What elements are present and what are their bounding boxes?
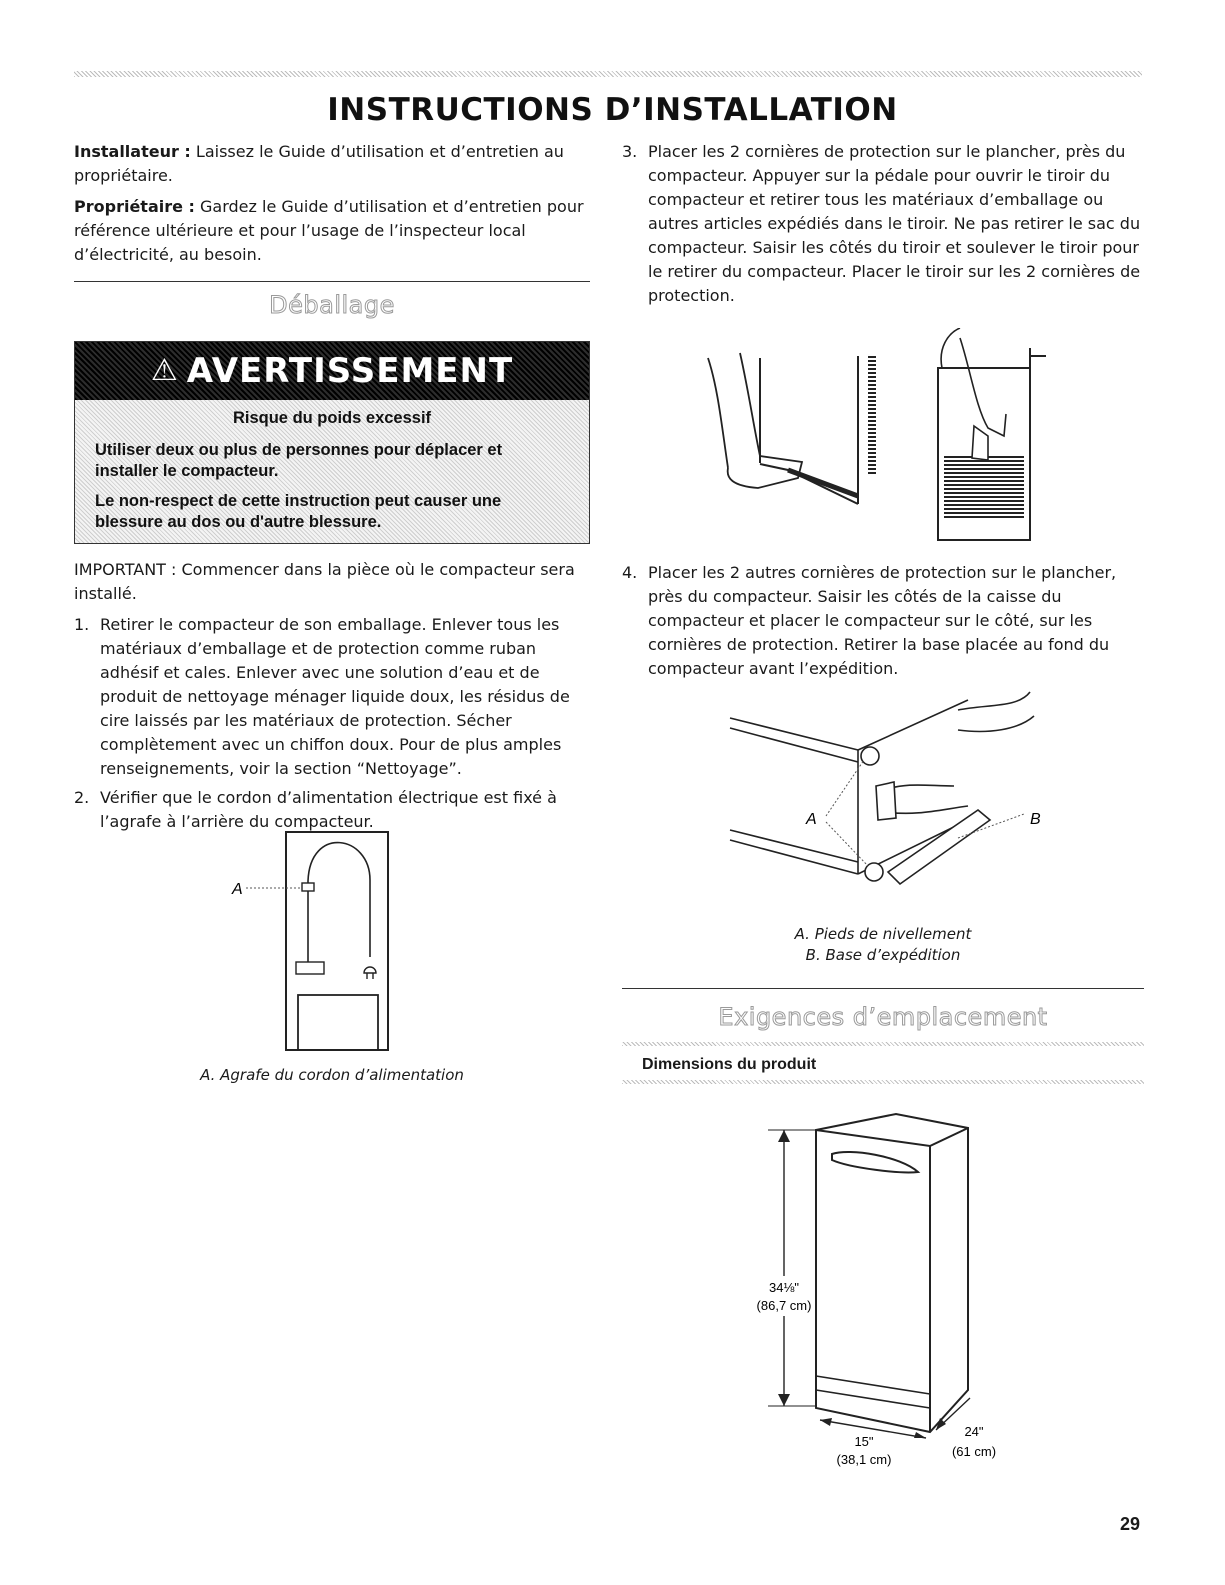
shipping-base xyxy=(888,810,990,884)
section-heading-location: Exigences d’emplacement xyxy=(718,1003,1048,1031)
hand-icon xyxy=(972,426,988,460)
compactor-drawer-outline xyxy=(298,995,378,1050)
right-column-step4 xyxy=(622,561,1144,686)
label-a: A xyxy=(232,881,243,898)
warning-banner xyxy=(75,342,589,400)
steps-list-right xyxy=(622,140,1144,308)
installer-text: Laissez le Guide d’utilisation et d’entretien au propriétaire. xyxy=(74,142,564,185)
warning-heading: Risque du poids excessif xyxy=(232,409,432,427)
warning-body xyxy=(75,400,589,543)
right-column xyxy=(622,140,1144,313)
warning-banner-text: AVERTISSEMENT xyxy=(186,351,514,391)
owner-note xyxy=(74,195,590,267)
warning-box xyxy=(74,341,590,544)
arm-outline xyxy=(884,785,968,813)
step-item xyxy=(622,140,1144,308)
step-text: Placer les 2 autres cornières de protection sur le plancher, près du compacteur. Saisir les côtés de la caisse du compacteur et placer le compacteur sur le côté, sur les cornières de protection. Retirer la base placée au fond du compacteur avant l’expédition. xyxy=(648,563,1117,678)
important-note: IMPORTANT : Commencer dans la pièce où le compacteur sera installé. xyxy=(74,560,575,603)
steps-list-right-2 xyxy=(622,561,1144,681)
width-cm-label: (38,1 cm) xyxy=(836,1452,892,1467)
page-title: INSTRUCTIONS D’INSTALLATION xyxy=(327,92,898,128)
plug-icon xyxy=(364,967,376,979)
width-in-label: 15" xyxy=(854,1434,874,1449)
height-cm-label: (86,7 cm) xyxy=(756,1298,812,1313)
door-edge xyxy=(868,356,876,476)
step-number: 4. xyxy=(622,563,638,582)
drawer-removal-figure xyxy=(698,328,1050,546)
depth-in-label: 24" xyxy=(964,1424,984,1439)
caption-b: B. Base d’expédition xyxy=(805,946,961,964)
height-in-label: 34⅛" xyxy=(769,1280,799,1295)
leveling-foot-icon xyxy=(861,747,879,765)
compactor-back-outline xyxy=(286,832,388,1050)
compactor-bottom-edge xyxy=(730,830,858,874)
leveling-legs-figure xyxy=(728,690,1058,915)
owner-lead: Propriétaire : xyxy=(74,197,195,216)
section-rule xyxy=(622,1080,1144,1084)
depth-cm-label: (61 cm) xyxy=(951,1444,997,1459)
foot-pedal xyxy=(788,470,858,496)
label-b: B xyxy=(1030,811,1041,828)
step-text: Placer les 2 cornières de protection sur le plancher, près du compacteur. Appuyer sur la pédale pour ouvrir le tiroir du compacteur et retirer tous les matériaux d’emballage ou autres articles expédiés dans le tiroir. Ne pas retirer le sac du compacteur. Saisir les côtés du tiroir et soulever le tiroir pour le retirer du compacteur. Placer le tiroir sur les 2 cornières de protection. xyxy=(648,142,1141,305)
step-item xyxy=(622,561,1144,681)
cord-figure-caption: A. Agrafe du cordon d’alimentation xyxy=(200,1066,464,1084)
step-item xyxy=(74,613,590,781)
power-cord xyxy=(308,843,370,957)
step-number: 2. xyxy=(74,788,90,807)
leg-outline xyxy=(708,358,738,478)
step-number: 1. xyxy=(74,615,90,634)
cord-clip-icon xyxy=(302,883,314,891)
warning-instruction: Utiliser deux ou plus de personnes pour déplacer et installer le compacteur. xyxy=(95,441,503,480)
compactor-top-edge xyxy=(730,718,858,762)
top-rule xyxy=(74,71,1142,77)
step-number: 3. xyxy=(622,142,638,161)
warning-consequence: Le non-respect de cette instruction peut causer une blessure au dos ou d'autre blessure. xyxy=(95,492,502,531)
step-text: Vérifier que le cordon d’alimentation électrique est fixé à l’agrafe à l’arrière du compacteur. xyxy=(100,788,557,831)
drawer-panel xyxy=(944,456,1024,518)
installer-lead: Installateur : xyxy=(74,142,191,161)
warning-triangle-icon: ⚠ xyxy=(150,353,179,388)
caption-a: A. Pieds de nivellement xyxy=(794,925,972,943)
section-divider xyxy=(74,281,590,282)
dimensions-figure xyxy=(740,1108,1020,1480)
cord-clip-figure xyxy=(220,825,420,1057)
left-column xyxy=(74,140,590,839)
section-rule xyxy=(622,1042,1144,1046)
outlet-box-icon xyxy=(296,962,324,974)
leveling-figure-caption xyxy=(622,924,1144,966)
label-a: A xyxy=(806,811,817,828)
leg-outline xyxy=(740,353,760,456)
hand-icon xyxy=(876,782,896,820)
installer-note xyxy=(74,140,590,188)
section-divider-right xyxy=(622,988,1144,989)
owner-text: Gardez le Guide d’utilisation et d’entretien pour référence ultérieure et pour l’usage de l’inspecteur local d’électricité, au besoin. xyxy=(74,197,584,264)
arm-outline xyxy=(941,328,960,368)
section-heading-unpacking: Déballage xyxy=(269,291,395,319)
dimensions-heading: Dimensions du produit xyxy=(642,1056,817,1073)
arm-outline xyxy=(960,338,1006,436)
steps-list-left xyxy=(74,613,590,834)
page-number: 29 xyxy=(1120,1514,1141,1534)
step-text: Retirer le compacteur de son emballage. Enlever tous les matériaux d’emballage et de protection comme ruban adhésif et cales. Enlever avec une solution d’eau et de produit de nettoyage ménager liquide doux, les résidus de cire laissés par les matériaux de protection. Sécher complètement avec un chiffon doux. Pour de plus amples renseignements, voir la section “Nettoyage”. xyxy=(100,615,570,778)
arm-outline xyxy=(958,692,1034,731)
